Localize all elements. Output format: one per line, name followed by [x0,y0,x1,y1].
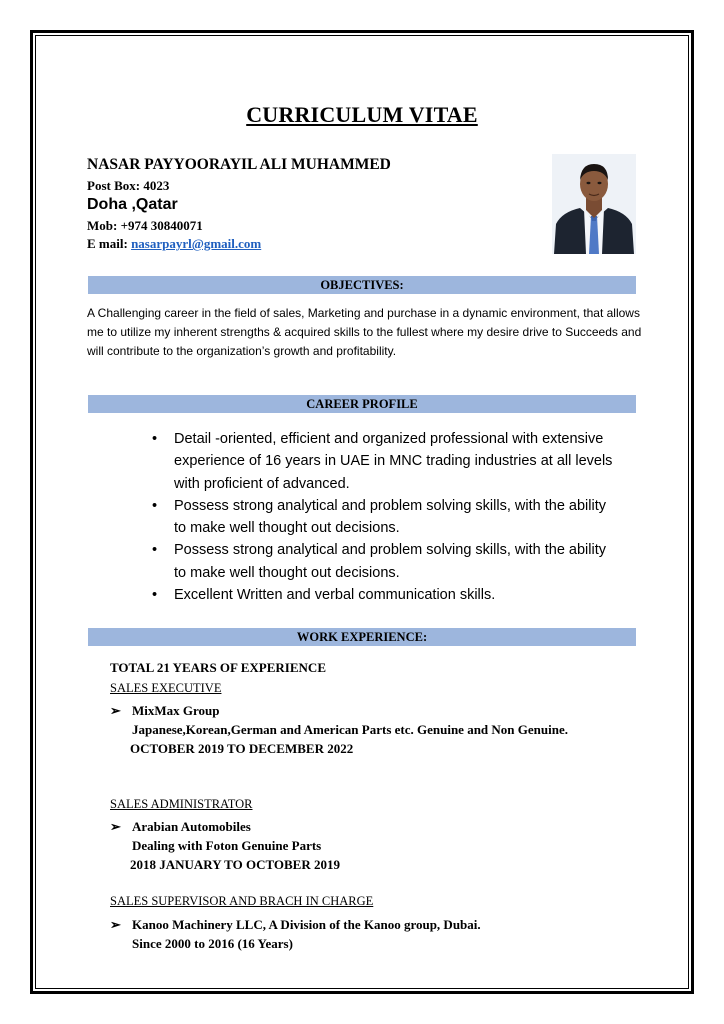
objectives-text: A Challenging career in the field of sales, Marketing and purchase in a dynamic environment, that allows me to utilize my inherent strengths & acquired skills to the fullest where my desire drive to Succeeds and will contribute to the organization’s growth and profitability. [87,306,642,358]
applicant-name: NASAR PAYYOORAYIL ALI MUHAMMED [87,156,391,173]
list-item: • Possess strong analytical and problem solving skills, with the ability to make well thought out decisions. [150,539,620,584]
job-role: SALES ADMINISTRATOR [110,797,253,811]
objectives-heading: OBJECTIVES: [88,276,636,294]
mobile-number: Mob: +974 30840071 [87,218,203,233]
email-line [87,236,261,252]
city: Doha ,Qatar [87,196,178,213]
bullet-icon: • [152,431,158,447]
bullet-icon: • [152,497,158,514]
job-entry [110,817,600,874]
job-role: SALES SUPERVISOR AND BRACH IN CHARGE [110,894,374,908]
arrow-bullet-icon: ➢ [110,703,121,718]
list-item: • Excellent Written and verbal communication skills. [150,584,620,606]
list-item: • Detail -oriented, efficient and organized professional with extensive experience of 16 years in UAE in MNC trading industries at all levels with proficient of advanced. [150,428,620,495]
job-period: OCTOBER 2019 TO DECEMBER 2022 [130,741,354,756]
bullet-icon: • [152,542,158,559]
job-entry [110,701,600,758]
arrow-bullet-icon: ➢ [110,819,121,834]
company-name: Kanoo Machinery LLC, A Division of the Kanoo group, Dubai. [132,917,481,932]
email-label: E mail: [87,236,132,251]
company-name: MixMax Group [132,703,220,718]
bullet-icon: • [152,587,158,604]
total-experience: TOTAL 21 YEARS OF EXPERIENCE [110,660,326,675]
arrow-bullet-icon: ➢ [110,917,121,932]
email-link[interactable]: nasarpayrl@gmail.com [131,236,262,251]
list-item: • Possess strong analytical and problem solving skills, with the ability to make well thought out decisions. [150,495,620,540]
document-title: CURRICULUM VITAE [246,102,478,127]
job-entry [110,915,610,953]
job-period: 2018 JANUARY TO OCTOBER 2019 [130,857,340,872]
company-name: Arabian Automobiles [132,819,251,834]
job-detail: Japanese,Korean,German and American Parts etc. Genuine and Non Genuine. [132,722,568,737]
job-detail: Dealing with Foton Genuine Parts [132,838,322,853]
post-box: Post Box: 4023 [87,178,170,193]
job-role: SALES EXECUTIVE [110,681,222,695]
profile-photo [552,154,636,254]
career-profile-heading: CAREER PROFILE [88,395,636,413]
work-experience-heading: WORK EXPERIENCE: [88,628,636,646]
job-period: Since 2000 to 2016 (16 Years) [132,936,293,951]
career-profile-list [150,428,620,606]
